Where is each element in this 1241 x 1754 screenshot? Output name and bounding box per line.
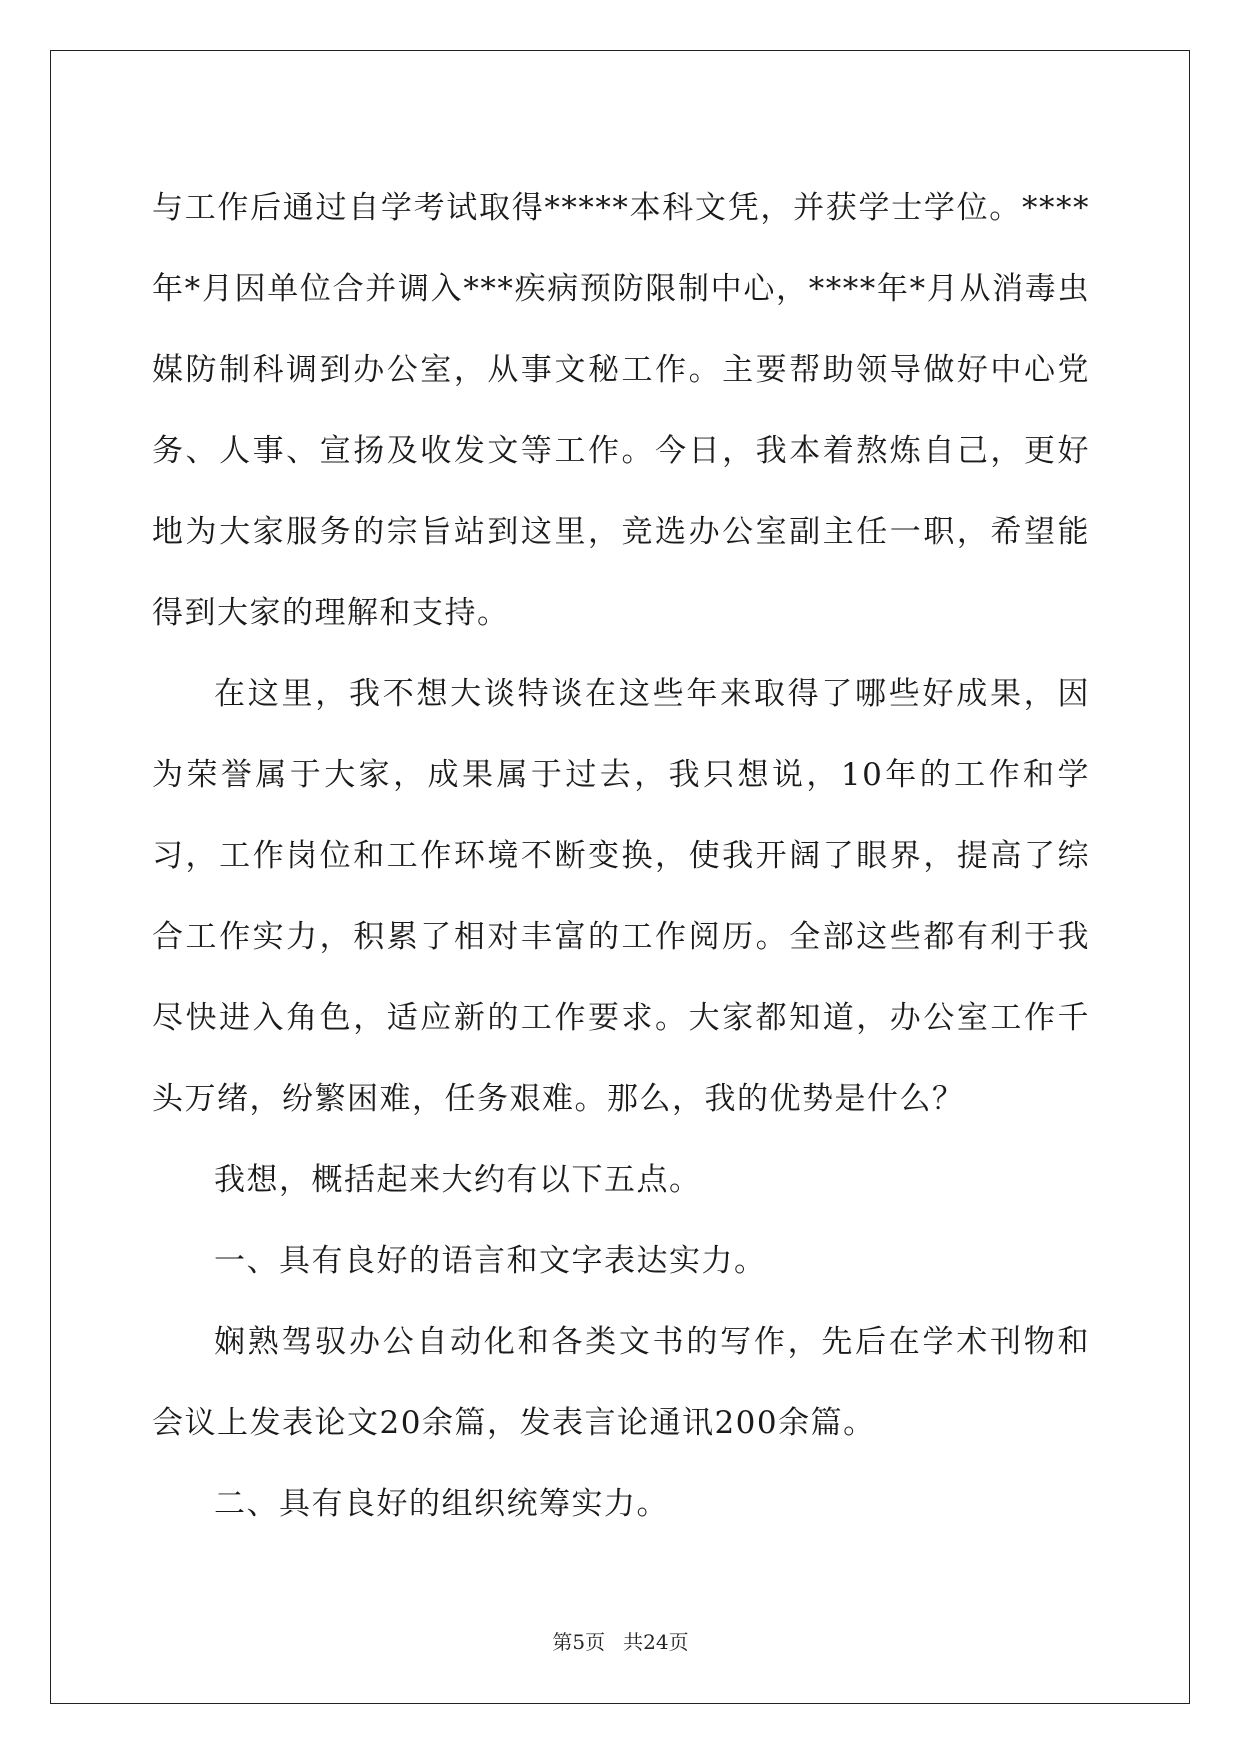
paragraph-continuation: 与工作后通过自学考试取得*****本科文凭，并获学士学位。****年*月因单位合并调入***疾病预防限制中心，****年*月从消毒虫媒防制科调到办公室，从事文秘工作。主要帮助领导做好中心党务、人事、宣扬及收发文等工作。今日，我本着熬炼自己，更好地为大家服务的宗旨站到这里，竞选办公室副主任一职，希望能得到大家的理解和支持。 [152,190,1090,631]
paragraph-achievements: 在这里，我不想大谈特谈在这些年来取得了哪些好成果，因为荣誉属于大家，成果属于过去，我只想说，10年的工作和学习，工作岗位和工作环境不断变换，使我开阔了眼界，提高了综合工作实力，积累了相对丰富的工作阅历。全部这些都有利于我尽快进入角色，适应新的工作要求。大家都知道，办公室工作千头万绪，纷繁困难，任务艰难。那么，我的优势是什么？ [152,676,1090,1117]
paragraph-point-one-detail: 娴熟驾驭办公自动化和各类文书的写作，先后在学术刊物和会议上发表论文20余篇，发表言论通讯200余篇。 [152,1324,1090,1441]
paragraph-summary-intro: 我想，概括起来大约有以下五点。 [214,1162,702,1198]
page-total: 共24页 [623,1630,689,1654]
page-number: 第5页 [552,1630,606,1654]
heading-point-two: 二、具有良好的组织统筹实力。 [214,1486,669,1522]
page-footer [0,1626,1241,1655]
document-body [152,168,1090,1545]
heading-point-one: 一、具有良好的语言和文字表达实力。 [214,1243,767,1279]
